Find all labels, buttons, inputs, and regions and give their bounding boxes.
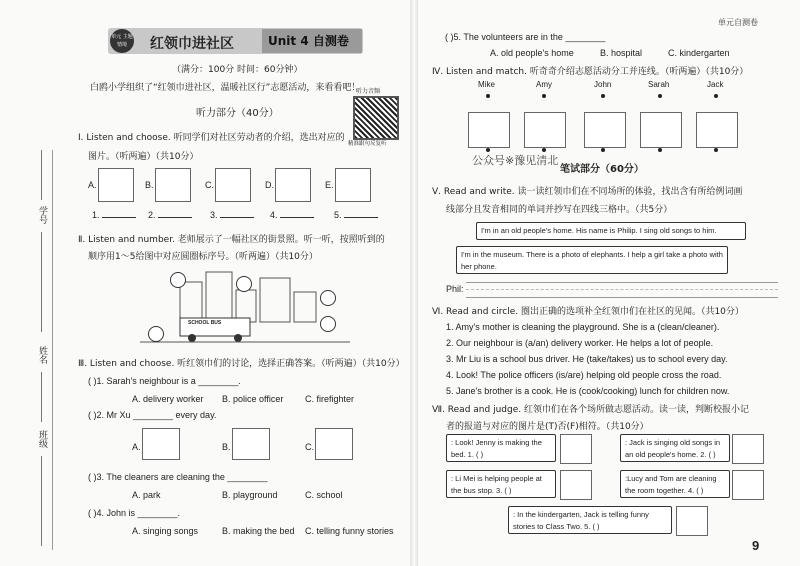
report-bubble-5[interactable]: : In the kindergarten, Jack is telling funny stories to Class Two. 5. ( ) bbox=[508, 506, 672, 534]
circle-item-3[interactable]: 3. Mr Liu is a school bus driver. He (take/takes) us to school every day. bbox=[446, 354, 728, 364]
bus-picture-icon bbox=[155, 168, 191, 202]
phil-label: Phil: bbox=[446, 284, 464, 294]
qr-bottom-label: 精准跟句反复听 bbox=[348, 141, 387, 147]
q1-option-a[interactable]: A. delivery worker bbox=[132, 394, 204, 404]
part1-title: Ⅰ. Listen and choose. 听同学们对社区劳动者的介绍，选出对应的 bbox=[78, 133, 345, 143]
question-2: ( )2. Mr Xu ________ every day. bbox=[88, 410, 217, 420]
side-line bbox=[41, 150, 42, 200]
match-dot-top[interactable] bbox=[601, 94, 605, 98]
report-bubble-4[interactable]: :Lucy and Tom are cleaning the room together. 4. ( ) bbox=[620, 470, 730, 498]
side-line bbox=[41, 372, 42, 422]
side-label-class: 班级 bbox=[37, 430, 47, 448]
q5-option-a[interactable]: A. old people's home bbox=[490, 48, 574, 58]
intro-text: 白鸥小学组织了“红领巾进社区，温暖社区行”志愿活动，来看看吧！ bbox=[90, 83, 361, 93]
reporter-figure bbox=[588, 452, 610, 500]
q3-option-b[interactable]: B. playground bbox=[222, 490, 278, 500]
q1-option-c[interactable]: C. firefighter bbox=[305, 394, 355, 404]
q2-option-a[interactable]: A. bbox=[132, 442, 141, 452]
speech-box-2: I'm in the museum. There is a photo of elephants. I help a girl take a photo with her phone. bbox=[456, 246, 728, 274]
option-d-label: D. bbox=[265, 180, 274, 190]
name-sarah: Sarah bbox=[648, 80, 670, 89]
part2-title2: 顺序用1～5给图中对应圆圈标序号。（听两遍）（共10分） bbox=[88, 252, 318, 262]
name-jack: Jack bbox=[707, 80, 724, 89]
question-5: ( )5. The volunteers are in the ________ bbox=[445, 32, 606, 42]
circle-item-1[interactable]: 1. Amy's mother is cleaning the playground. She is a (clean/cleaner). bbox=[446, 322, 720, 332]
q4-option-b[interactable]: B. making the bed bbox=[222, 526, 295, 536]
name-john: John bbox=[594, 80, 612, 89]
speech-box-1: I'm in an old people's home. His name is Philip. I sing old songs to him. bbox=[476, 222, 746, 240]
option-b-label: B. bbox=[145, 180, 154, 190]
qr-code-icon[interactable] bbox=[353, 96, 399, 140]
reading-picture-icon bbox=[315, 428, 353, 460]
school-bus-text: SCHOOL BUS bbox=[188, 320, 222, 326]
answer-blank-3[interactable]: 3. bbox=[210, 210, 254, 220]
part5-title: Ⅴ. Read and write. 读一读红领巾们在不同场所的体验，找出含有所给例词画 bbox=[432, 187, 743, 197]
match-dot-top[interactable] bbox=[486, 94, 490, 98]
number-circle[interactable] bbox=[170, 272, 186, 288]
q2-option-b[interactable]: B. bbox=[222, 442, 231, 452]
match-dot-bottom[interactable] bbox=[658, 148, 662, 152]
part3-title: Ⅲ. Listen and choose. 听红领巾们的讨论，选择正确答案。（听两遍）（共10分） bbox=[78, 359, 405, 369]
name-amy: Amy bbox=[536, 80, 552, 89]
number-circle[interactable] bbox=[320, 290, 336, 306]
answer-blank-5[interactable]: 5. bbox=[334, 210, 378, 220]
match-dot-top[interactable] bbox=[714, 94, 718, 98]
number-circle[interactable] bbox=[236, 276, 252, 292]
activity-picture-icon bbox=[468, 112, 510, 148]
answer-blank-1[interactable]: 1. bbox=[92, 210, 136, 220]
bus-drive-picture-icon bbox=[232, 428, 270, 460]
q2-option-c[interactable]: C. bbox=[305, 442, 314, 452]
q4-option-c[interactable]: C. telling funny stories bbox=[305, 526, 394, 536]
answer-blank-4[interactable]: 4. bbox=[270, 210, 314, 220]
side-line bbox=[41, 232, 42, 332]
part2-title: Ⅱ. Listen and number. 老师展示了一幅社区的街景照。听一听，按照听到的 bbox=[78, 235, 385, 245]
match-dot-top[interactable] bbox=[658, 94, 662, 98]
option-a-label: A. bbox=[88, 180, 97, 190]
report-bubble-2[interactable]: : Jack is singing old songs in an old people's home. 2. ( ) bbox=[620, 434, 730, 462]
cook-picture-icon bbox=[215, 168, 251, 202]
circle-item-5[interactable]: 5. Jane's brother is a cook. He is (cook/cooking) lunch for children now. bbox=[446, 386, 730, 396]
police-picture-icon bbox=[335, 168, 371, 202]
report-bubble-3[interactable]: : Li Mei is helping people at the bus stop. 3. ( ) bbox=[446, 470, 556, 498]
q5-option-c[interactable]: C. kindergarten bbox=[668, 48, 730, 58]
girl-avatar bbox=[730, 246, 754, 272]
question-1: ( )1. Sarah's neighbour is a ________. bbox=[88, 376, 241, 386]
book-spine bbox=[410, 0, 418, 566]
activity-picture-icon bbox=[524, 112, 566, 148]
part4-title: Ⅳ. Listen and match. 听奇奇介绍志愿活动分工并连线。（听两遍）（共10分） bbox=[432, 67, 749, 77]
qr-top-label: 听力音频 bbox=[356, 88, 381, 95]
q5-option-b[interactable]: B. hospital bbox=[600, 48, 643, 58]
listening-heading: 听力部分（40分） bbox=[196, 108, 279, 119]
option-c-label: C. bbox=[205, 180, 214, 190]
elderly-picture-icon bbox=[732, 434, 764, 464]
q4-option-a[interactable]: A. singing songs bbox=[132, 526, 199, 536]
activity-picture-icon bbox=[584, 112, 626, 148]
traffic-picture-icon bbox=[142, 428, 180, 460]
watermark-text: 公众号※豫见清北 bbox=[472, 154, 559, 167]
unit-tag: Unit 4 自测卷 bbox=[262, 29, 362, 53]
side-label-name: 姓名 bbox=[37, 346, 47, 364]
q1-option-b[interactable]: B. police officer bbox=[222, 394, 284, 404]
part7-title: Ⅶ. Read and judge. 红领巾们在各个场所做志愿活动。读一读，判断校报小记 bbox=[432, 405, 749, 415]
circle-item-2[interactable]: 2. Our neighbour is (a/an) delivery worker. He helps a lot of people. bbox=[446, 338, 714, 348]
activity-picture-icon bbox=[640, 112, 682, 148]
firefighter-picture-icon bbox=[275, 168, 311, 202]
circle-item-4[interactable]: 4. Look! The police officers (is/are) helping old people cross the road. bbox=[446, 370, 722, 380]
question-4: ( )4. John is ________. bbox=[88, 508, 181, 518]
part7-title2: 者的报道与对应的图片是(T)否(F)相符。（共10分） bbox=[446, 422, 649, 432]
part1-title2: 图片。（听两遍）（共10分） bbox=[88, 152, 199, 162]
side-line bbox=[41, 456, 42, 546]
match-dot-top[interactable] bbox=[542, 94, 546, 98]
writing-lines[interactable] bbox=[466, 282, 778, 298]
number-circle[interactable] bbox=[320, 316, 336, 332]
cleaning-picture-icon bbox=[732, 470, 764, 500]
worker-picture-a-icon bbox=[98, 168, 134, 202]
binding-line bbox=[52, 150, 53, 550]
q3-option-a[interactable]: A. park bbox=[132, 490, 161, 500]
report-bubble-1[interactable]: : Look! Jenny is making the bed. 1. ( ) bbox=[446, 434, 556, 462]
name-mike: Mike bbox=[478, 80, 495, 89]
side-label-id: 学号 bbox=[37, 206, 47, 224]
question-3: ( )3. The cleaners are cleaning the ________ bbox=[88, 472, 268, 482]
writing-heading: 笔试部分（60分） bbox=[560, 164, 644, 175]
right-header-mark: 单元自测卷 bbox=[718, 18, 758, 27]
kindergarten-picture-icon bbox=[676, 506, 708, 536]
number-circle[interactable] bbox=[148, 326, 164, 342]
q3-option-c[interactable]: C. school bbox=[305, 490, 343, 500]
match-dot-bottom[interactable] bbox=[601, 148, 605, 152]
match-dot-bottom[interactable] bbox=[714, 148, 718, 152]
activity-picture-icon bbox=[696, 112, 738, 148]
option-e-label: E. bbox=[325, 180, 334, 190]
exam-meta: （满分：100分 时间：60分钟） bbox=[172, 65, 303, 75]
page-title: 红领巾进社区 bbox=[150, 36, 234, 52]
answer-blank-2[interactable]: 2. bbox=[148, 210, 192, 220]
part5-title2: 线部分且发音相同的单词并抄写在四线三格中。（共5分） bbox=[446, 205, 673, 215]
page-number: 9 bbox=[752, 538, 760, 553]
theme-badge: 单元 主题情境 bbox=[110, 29, 134, 53]
part6-title: Ⅵ. Read and circle. 圈出正确的选项补全红领巾们在社区的见闻。（共10分） bbox=[432, 307, 744, 317]
